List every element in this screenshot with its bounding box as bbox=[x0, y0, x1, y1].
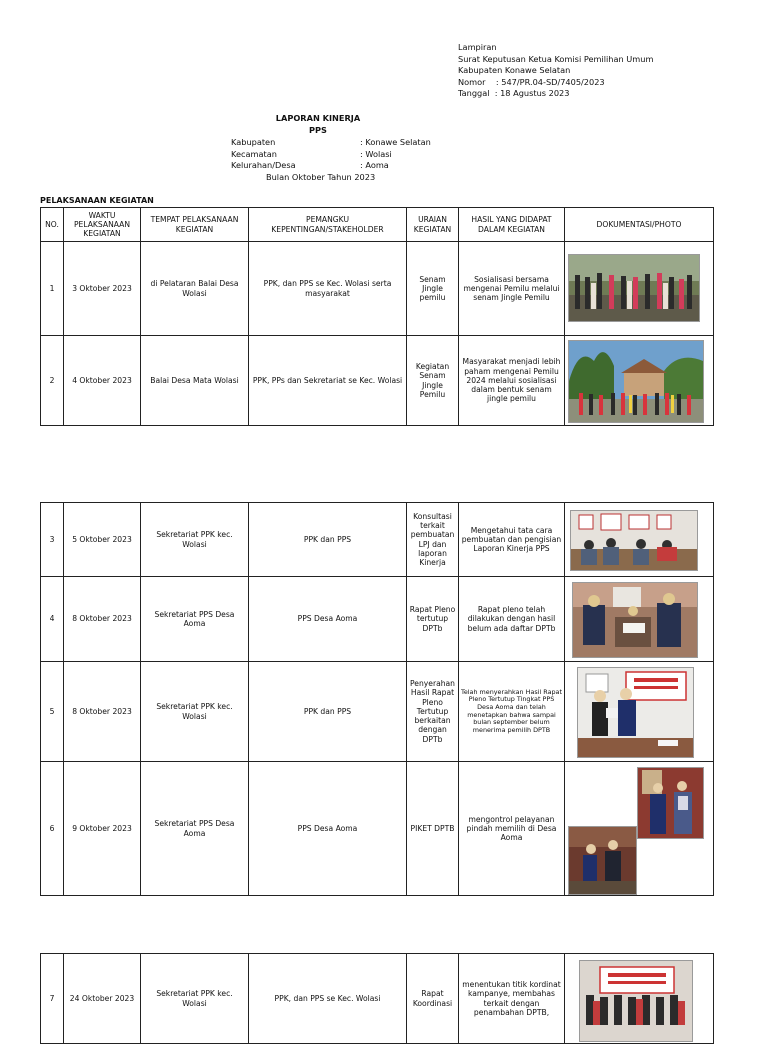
row-waktu: 5 Oktober 2023 bbox=[64, 503, 141, 577]
activity-photo bbox=[568, 254, 700, 322]
row-no: 4 bbox=[41, 577, 64, 662]
kelurahan-value: : Aoma bbox=[360, 160, 389, 170]
header-line: Lampiran bbox=[458, 42, 497, 52]
row-pemangku: PPK dan PPS bbox=[249, 503, 407, 577]
table-row bbox=[41, 954, 714, 1044]
row-no: 5 bbox=[41, 662, 64, 762]
col-header-pemangku: PEMANGKU KEPENTINGAN/STAKEHOLDER bbox=[249, 208, 407, 242]
row-pemangku: PPS Desa Aoma bbox=[249, 577, 407, 662]
col-header-tempat: TEMPAT PELAKSANAAN KEGIATAN bbox=[141, 208, 249, 242]
row-waktu: 8 Oktober 2023 bbox=[64, 577, 141, 662]
row-waktu: 3 Oktober 2023 bbox=[64, 242, 141, 336]
row-no: 6 bbox=[41, 762, 64, 896]
report-title: LAPORAN KINERJA bbox=[275, 113, 361, 123]
header-line: Nomor : 547/PR.04-SD/7405/2023 bbox=[458, 76, 605, 87]
table-row bbox=[41, 503, 714, 577]
row-no: 1 bbox=[41, 242, 64, 336]
row-tempat: Sekretariat PPS Desa Aoma bbox=[141, 577, 249, 662]
row-uraian: Senam Jingle pemilu bbox=[407, 242, 459, 336]
row-tempat: di Pelataran Balai Desa Wolasi bbox=[141, 242, 249, 336]
row-pemangku: PPK, dan PPS se Kec. Wolasi serta masyarakat bbox=[249, 242, 407, 336]
row-photo-cell bbox=[565, 762, 714, 896]
kabupaten-label: Kabupaten bbox=[231, 137, 276, 147]
table-row bbox=[41, 762, 714, 896]
activity-table-continued-2 bbox=[40, 953, 714, 1044]
kecamatan-value: : Wolasi bbox=[360, 149, 392, 159]
col-header-no: NO. bbox=[41, 208, 64, 242]
row-pemangku: PPK, PPs dan Sekretariat se Kec. Wolasi bbox=[249, 336, 407, 426]
table-header-row bbox=[41, 208, 714, 242]
row-waktu: 9 Oktober 2023 bbox=[64, 762, 141, 896]
col-header-dokumentasi: DOKUMENTASI/PHOTO bbox=[565, 208, 714, 242]
row-hasil: mengontrol pelayanan pindah memilih di Desa Aoma bbox=[459, 762, 565, 896]
activity-photo bbox=[570, 510, 698, 571]
row-hasil: menentukan titik kordinat kampanye, membahas terkait dengan penambahan DPTB, bbox=[459, 954, 565, 1044]
row-photo-cell bbox=[565, 242, 714, 336]
row-pemangku: PPK, dan PPS se Kec. Wolasi bbox=[249, 954, 407, 1044]
col-header-hasil: HASIL YANG DIDAPAT DALAM KEGIATAN bbox=[459, 208, 565, 242]
row-photo-cell bbox=[565, 336, 714, 426]
row-uraian: Penyerahan Hasil Rapat Pleno Tertutup berkaitan dengan DPTb bbox=[407, 662, 459, 762]
row-uraian: Kegiatan Senam Jingle Pemilu bbox=[407, 336, 459, 426]
kabupaten-value: : Konawe Selatan bbox=[360, 137, 431, 147]
col-header-waktu: WAKTU PELAKSANAAN KEGIATAN bbox=[64, 208, 141, 242]
row-tempat: Sekretariat PPK kec. Wolasi bbox=[141, 662, 249, 762]
row-photo-cell bbox=[565, 503, 714, 577]
kelurahan-label: Kelurahan/Desa bbox=[231, 160, 296, 170]
row-hasil: Sosialisasi bersama mengenai Pemilu melalui senam Jingle Pemilu bbox=[459, 242, 565, 336]
row-hasil: Masyarakat menjadi lebih paham mengenai Pemilu 2024 melalui sosialisasi dalam bentuk senam jingle pemilu bbox=[459, 336, 565, 426]
kecamatan-label: Kecamatan bbox=[231, 149, 277, 159]
row-pemangku: PPK dan PPS bbox=[249, 662, 407, 762]
activity-photo bbox=[568, 826, 637, 895]
row-pemangku: PPS Desa Aoma bbox=[249, 762, 407, 896]
row-uraian: Rapat Pleno tertutup DPTb bbox=[407, 577, 459, 662]
activity-photo bbox=[572, 582, 698, 658]
header-line: Surat Keputusan Ketua Komisi Pemilihan Umum bbox=[458, 53, 654, 64]
row-hasil: Rapat pleno telah dilakukan dengan hasil belum ada daftar DPTb bbox=[459, 577, 565, 662]
header-line: Kabupaten Konawe Selatan bbox=[458, 65, 571, 76]
row-hasil: Mengetahui tata cara pembuatan dan pengisian Laporan Kinerja PPS bbox=[459, 503, 565, 577]
activity-photo bbox=[579, 960, 693, 1042]
row-photo-cell bbox=[565, 954, 714, 1044]
table-row bbox=[41, 577, 714, 662]
row-photo-cell bbox=[565, 577, 714, 662]
row-uraian: Konsultasi terkait pembuatan LPJ dan laporan Kinerja bbox=[407, 503, 459, 577]
report-period: Bulan Oktober Tahun 2023 bbox=[266, 172, 376, 182]
row-waktu: 4 Oktober 2023 bbox=[64, 336, 141, 426]
row-tempat: Sekretariat PPK kec. Wolasi bbox=[141, 503, 249, 577]
header-line: Tanggal : 18 Agustus 2023 bbox=[458, 88, 570, 99]
row-waktu: 24 Oktober 2023 bbox=[64, 954, 141, 1044]
activity-photo bbox=[577, 667, 694, 758]
table-row bbox=[41, 336, 714, 426]
report-subtitle: PPS bbox=[309, 125, 327, 135]
row-tempat: Sekretariat PPS Desa Aoma bbox=[141, 762, 249, 896]
row-photo-cell bbox=[565, 662, 714, 762]
row-tempat: Balai Desa Mata Wolasi bbox=[141, 336, 249, 426]
section-title: PELAKSANAAN KEGIATAN bbox=[40, 196, 154, 205]
attachment-header bbox=[458, 42, 653, 100]
row-tempat: Sekretariat PPK kec. Wolasi bbox=[141, 954, 249, 1044]
row-uraian: PIKET DPTB bbox=[407, 762, 459, 896]
row-hasil: Telah menyerahkan Hasil Rapat Pleno Tertutup Tingkat PPS Desa Aoma dan telah menetapkan bahwa sampai bulan september belum menerima pemilih DPTB bbox=[459, 662, 565, 762]
row-waktu: 8 Oktober 2023 bbox=[64, 662, 141, 762]
col-header-uraian: URAIAN KEGIATAN bbox=[407, 208, 459, 242]
row-no: 7 bbox=[41, 954, 64, 1044]
row-no: 2 bbox=[41, 336, 64, 426]
row-no: 3 bbox=[41, 503, 64, 577]
row-uraian: Rapat Koordinasi bbox=[407, 954, 459, 1044]
table-row bbox=[41, 662, 714, 762]
table-row bbox=[41, 242, 714, 336]
activity-photo bbox=[637, 767, 704, 839]
activity-table-continued bbox=[40, 502, 714, 896]
activity-photo bbox=[568, 340, 704, 423]
activity-table bbox=[40, 207, 714, 426]
